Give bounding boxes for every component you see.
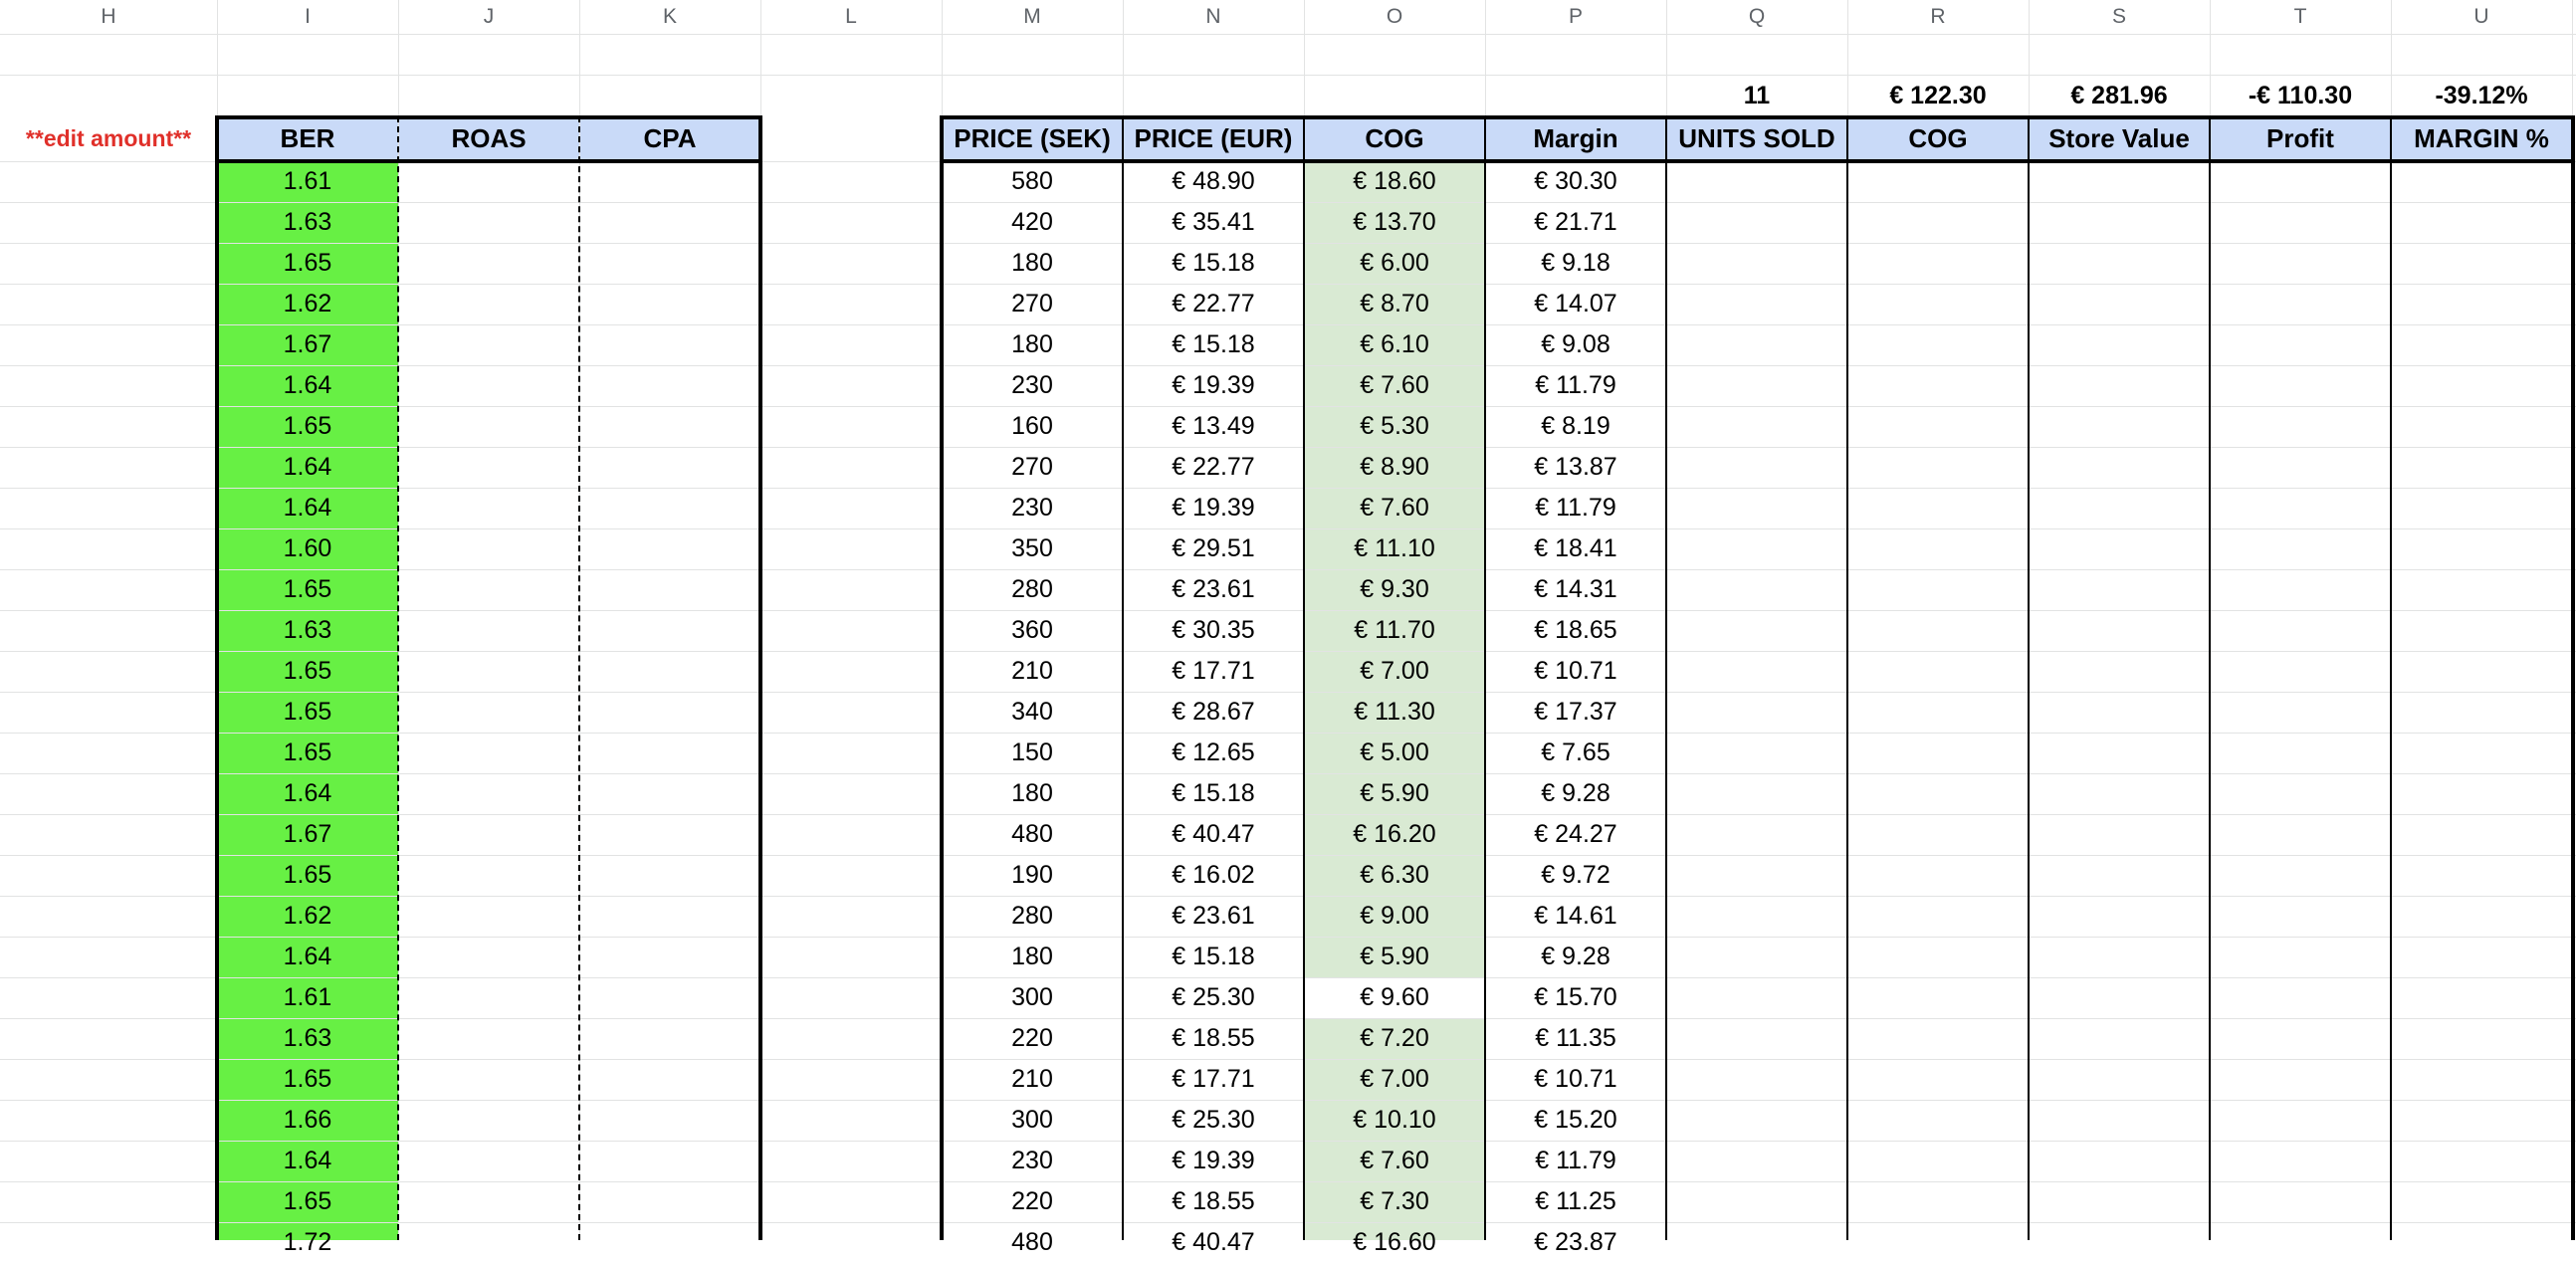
price-sek-cell[interactable]: 180: [1011, 249, 1053, 277]
ber-cell[interactable]: 1.65: [283, 657, 332, 685]
price-sek-cell[interactable]: 360: [1011, 616, 1053, 644]
ber-cell[interactable]: 1.65: [283, 249, 332, 277]
ber-cell[interactable]: 1.64: [283, 371, 332, 399]
price-sek-cell[interactable]: 270: [1011, 453, 1053, 481]
margin-cell[interactable]: € 15.20: [1534, 1106, 1617, 1134]
ber-cell[interactable]: 1.65: [283, 575, 332, 603]
margin-cell[interactable]: € 11.79: [1535, 371, 1616, 399]
ber-cell[interactable]: 1.65: [283, 861, 332, 889]
cog-cell[interactable]: € 5.00: [1360, 738, 1429, 766]
price-sek-cell[interactable]: 230: [1011, 1147, 1053, 1174]
column-header-j[interactable]: J: [483, 5, 495, 28]
price-sek-cell[interactable]: 480: [1011, 820, 1053, 848]
price-eur-cell[interactable]: € 12.65: [1172, 738, 1255, 766]
cog-cell[interactable]: € 11.10: [1354, 534, 1435, 562]
header-units-sold[interactable]: UNITS SOLD: [1678, 123, 1835, 153]
column-header-p[interactable]: P: [1568, 5, 1583, 28]
ber-cell[interactable]: 1.64: [283, 1147, 332, 1174]
column-header-s[interactable]: S: [2111, 5, 2126, 28]
header-margin-pct[interactable]: MARGIN %: [2414, 123, 2549, 153]
price-eur-cell[interactable]: € 17.71: [1172, 1065, 1255, 1093]
header-ber[interactable]: BER: [280, 123, 335, 153]
price-eur-cell[interactable]: € 28.67: [1172, 698, 1255, 726]
price-sek-cell[interactable]: 180: [1011, 779, 1053, 807]
price-eur-cell[interactable]: € 19.39: [1172, 1147, 1255, 1174]
header-profit[interactable]: Profit: [2266, 123, 2334, 153]
ber-cell[interactable]: 1.64: [283, 453, 332, 481]
margin-cell[interactable]: € 8.19: [1541, 412, 1610, 440]
margin-cell[interactable]: € 24.27: [1534, 820, 1617, 848]
cog-cell[interactable]: € 7.00: [1360, 657, 1429, 685]
column-header-l[interactable]: L: [845, 5, 857, 28]
price-eur-cell[interactable]: € 48.90: [1172, 167, 1255, 195]
price-eur-cell[interactable]: € 18.55: [1172, 1187, 1255, 1215]
cog-cell[interactable]: € 6.30: [1360, 861, 1429, 889]
ber-cell[interactable]: 1.67: [283, 820, 332, 848]
cog-cell[interactable]: € 6.00: [1360, 249, 1429, 277]
header-price-eur[interactable]: PRICE (EUR): [1134, 123, 1293, 153]
dashed-separator-roas-cpa: [578, 116, 580, 1240]
ber-cell[interactable]: 1.63: [283, 1024, 332, 1052]
price-eur-cell[interactable]: € 15.18: [1172, 943, 1255, 970]
margin-cell[interactable]: € 10.71: [1534, 657, 1617, 685]
price-eur-cell[interactable]: € 15.18: [1172, 779, 1255, 807]
price-eur-cell[interactable]: € 40.47: [1172, 1228, 1255, 1256]
price-sek-cell[interactable]: 340: [1011, 698, 1053, 726]
price-eur-cell[interactable]: € 18.55: [1172, 1024, 1255, 1052]
header-cog-total[interactable]: COG: [1908, 123, 1968, 153]
price-eur-cell[interactable]: € 16.02: [1172, 861, 1255, 889]
cog-cell[interactable]: € 5.90: [1360, 943, 1429, 970]
margin-cell[interactable]: € 11.25: [1535, 1187, 1616, 1215]
margin-cell[interactable]: € 23.87: [1534, 1228, 1617, 1256]
margin-cell[interactable]: € 18.65: [1534, 616, 1617, 644]
margin-cell[interactable]: € 11.35: [1535, 1024, 1616, 1052]
price-sek-cell[interactable]: 230: [1011, 494, 1053, 522]
price-sek-cell[interactable]: 210: [1011, 657, 1053, 685]
price-eur-cell[interactable]: € 15.18: [1172, 330, 1255, 358]
cog-cell[interactable]: € 7.30: [1360, 1187, 1429, 1215]
price-sek-cell[interactable]: 150: [1011, 738, 1053, 766]
column-header-q[interactable]: Q: [1748, 5, 1766, 28]
cog-cell[interactable]: € 18.60: [1353, 167, 1436, 195]
ber-cell[interactable]: 1.64: [283, 494, 332, 522]
ber-cell[interactable]: 1.60: [283, 534, 332, 562]
margin-cell[interactable]: € 14.61: [1534, 902, 1617, 930]
column-header-o[interactable]: O: [1386, 5, 1403, 28]
price-sek-cell[interactable]: 300: [1011, 1106, 1053, 1134]
price-sek-cell[interactable]: 230: [1011, 371, 1053, 399]
cog-cell[interactable]: € 5.30: [1360, 412, 1429, 440]
ber-cell[interactable]: 1.66: [283, 1106, 332, 1134]
cog-cell[interactable]: € 11.70: [1354, 616, 1435, 644]
cog-cell[interactable]: € 9.00: [1360, 902, 1429, 930]
ber-cell[interactable]: 1.64: [283, 943, 332, 970]
ber-cell[interactable]: 1.65: [283, 412, 332, 440]
column-header-m[interactable]: M: [1023, 5, 1041, 28]
ber-cell[interactable]: 1.62: [283, 290, 332, 317]
price-sek-cell[interactable]: 160: [1011, 412, 1053, 440]
cog-cell[interactable]: € 8.90: [1360, 453, 1429, 481]
price-eur-cell[interactable]: € 19.39: [1172, 371, 1255, 399]
margin-cell[interactable]: € 11.79: [1535, 1147, 1616, 1174]
margin-cell[interactable]: € 17.37: [1534, 698, 1617, 726]
cog-cell[interactable]: € 16.20: [1353, 820, 1436, 848]
price-eur-cell[interactable]: € 40.47: [1172, 820, 1255, 848]
column-header-n[interactable]: N: [1205, 5, 1221, 28]
header-store-value[interactable]: Store Value: [2048, 123, 2190, 153]
margin-cell[interactable]: € 13.87: [1534, 453, 1617, 481]
cog-cell[interactable]: € 16.60: [1353, 1228, 1436, 1256]
column-header-h[interactable]: H: [101, 5, 116, 28]
column-header-r[interactable]: R: [1930, 5, 1946, 28]
summary-cog[interactable]: € 122.30: [1889, 82, 1987, 109]
price-sek-cell[interactable]: 220: [1011, 1187, 1053, 1215]
price-eur-cell[interactable]: € 23.61: [1172, 902, 1255, 930]
cog-cell[interactable]: € 9.60: [1360, 983, 1429, 1011]
price-eur-cell[interactable]: € 17.71: [1172, 657, 1255, 685]
cog-cell[interactable]: € 7.60: [1360, 494, 1429, 522]
header-cog[interactable]: COG: [1365, 123, 1424, 153]
cog-cell[interactable]: € 7.60: [1360, 1147, 1429, 1174]
ber-cell[interactable]: 1.62: [283, 902, 332, 930]
margin-cell[interactable]: € 9.72: [1541, 861, 1610, 889]
cog-cell[interactable]: € 10.10: [1353, 1106, 1436, 1134]
price-eur-cell[interactable]: € 22.77: [1172, 453, 1255, 481]
price-eur-cell[interactable]: € 13.49: [1172, 412, 1255, 440]
price-eur-cell[interactable]: € 30.35: [1172, 616, 1255, 644]
price-sek-cell[interactable]: 280: [1011, 575, 1053, 603]
margin-cell[interactable]: € 11.79: [1535, 494, 1616, 522]
price-eur-cell[interactable]: € 25.30: [1172, 1106, 1255, 1134]
price-eur-cell[interactable]: € 22.77: [1172, 290, 1255, 317]
column-header-i[interactable]: I: [305, 5, 311, 28]
cog-cell[interactable]: € 5.90: [1360, 779, 1429, 807]
price-sek-cell[interactable]: 180: [1011, 330, 1053, 358]
column-header-u[interactable]: U: [2473, 5, 2489, 28]
margin-cell[interactable]: € 10.71: [1534, 1065, 1617, 1093]
margin-cell[interactable]: € 21.71: [1534, 208, 1617, 236]
cog-cell[interactable]: € 7.20: [1360, 1024, 1429, 1052]
price-eur-cell[interactable]: € 35.41: [1172, 208, 1255, 236]
cog-cell[interactable]: € 7.60: [1360, 371, 1429, 399]
header-margin[interactable]: Margin: [1533, 123, 1618, 153]
price-sek-cell[interactable]: 270: [1011, 290, 1053, 317]
price-sek-cell[interactable]: 180: [1011, 943, 1053, 970]
price-sek-cell[interactable]: 420: [1011, 208, 1053, 236]
price-sek-cell[interactable]: 210: [1011, 1065, 1053, 1093]
ber-cell[interactable]: 1.61: [283, 167, 332, 195]
price-sek-cell[interactable]: 220: [1011, 1024, 1053, 1052]
cog-cell[interactable]: € 6.10: [1360, 330, 1429, 358]
margin-cell[interactable]: € 7.65: [1541, 738, 1610, 766]
margin-cell[interactable]: € 14.07: [1534, 290, 1617, 317]
column-header-t[interactable]: T: [2293, 5, 2307, 28]
column-header-k[interactable]: K: [662, 5, 677, 28]
margin-cell[interactable]: € 14.31: [1534, 575, 1617, 603]
price-sek-cell[interactable]: 480: [1011, 1228, 1053, 1256]
ber-cell[interactable]: 1.63: [283, 208, 332, 236]
ber-cell[interactable]: 1.65: [283, 738, 332, 766]
price-eur-cell[interactable]: € 29.51: [1172, 534, 1255, 562]
margin-cell[interactable]: € 30.30: [1534, 167, 1617, 195]
ber-cell[interactable]: 1.65: [283, 698, 332, 726]
price-sek-cell[interactable]: 350: [1011, 534, 1053, 562]
cog-cell[interactable]: € 11.30: [1354, 698, 1435, 726]
price-sek-cell[interactable]: 580: [1011, 167, 1053, 195]
margin-cell[interactable]: € 9.08: [1541, 330, 1610, 358]
margin-cell[interactable]: € 15.70: [1534, 983, 1617, 1011]
edit-amount-note[interactable]: **edit amount**: [25, 125, 192, 151]
summary-margin-pct[interactable]: -39.12%: [2435, 82, 2528, 109]
price-sek-cell[interactable]: 280: [1011, 902, 1053, 930]
cog-cell[interactable]: € 13.70: [1353, 208, 1436, 236]
cog-cell[interactable]: € 7.00: [1360, 1065, 1429, 1093]
price-eur-cell[interactable]: € 25.30: [1172, 983, 1255, 1011]
cog-cell[interactable]: € 9.30: [1360, 575, 1429, 603]
margin-cell[interactable]: € 9.18: [1541, 249, 1610, 277]
ber-cell[interactable]: 1.65: [283, 1187, 332, 1215]
ber-cell[interactable]: 1.64: [283, 779, 332, 807]
header-cpa[interactable]: CPA: [643, 123, 697, 153]
price-sek-cell[interactable]: 300: [1011, 983, 1053, 1011]
cog-cell[interactable]: € 8.70: [1360, 290, 1429, 317]
price-eur-cell[interactable]: € 23.61: [1172, 575, 1255, 603]
header-price-sek[interactable]: PRICE (SEK): [954, 123, 1111, 153]
ber-cell[interactable]: 1.63: [283, 616, 332, 644]
margin-cell[interactable]: € 9.28: [1541, 943, 1610, 970]
ber-cell[interactable]: 1.65: [283, 1065, 332, 1093]
summary-units-sold[interactable]: 11: [1743, 82, 1771, 109]
price-eur-cell[interactable]: € 19.39: [1172, 494, 1255, 522]
header-roas[interactable]: ROAS: [451, 123, 527, 153]
margin-cell[interactable]: € 18.41: [1534, 534, 1617, 562]
ber-cell[interactable]: 1.61: [283, 983, 332, 1011]
ber-cell[interactable]: 1.67: [283, 330, 332, 358]
margin-cell[interactable]: € 9.28: [1541, 779, 1610, 807]
price-eur-cell[interactable]: € 15.18: [1172, 249, 1255, 277]
price-sek-cell[interactable]: 190: [1011, 861, 1053, 889]
ber-cell[interactable]: 1.72: [283, 1228, 332, 1256]
summary-profit[interactable]: -€ 110.30: [2248, 82, 2353, 109]
summary-store-value[interactable]: € 281.96: [2070, 82, 2168, 109]
